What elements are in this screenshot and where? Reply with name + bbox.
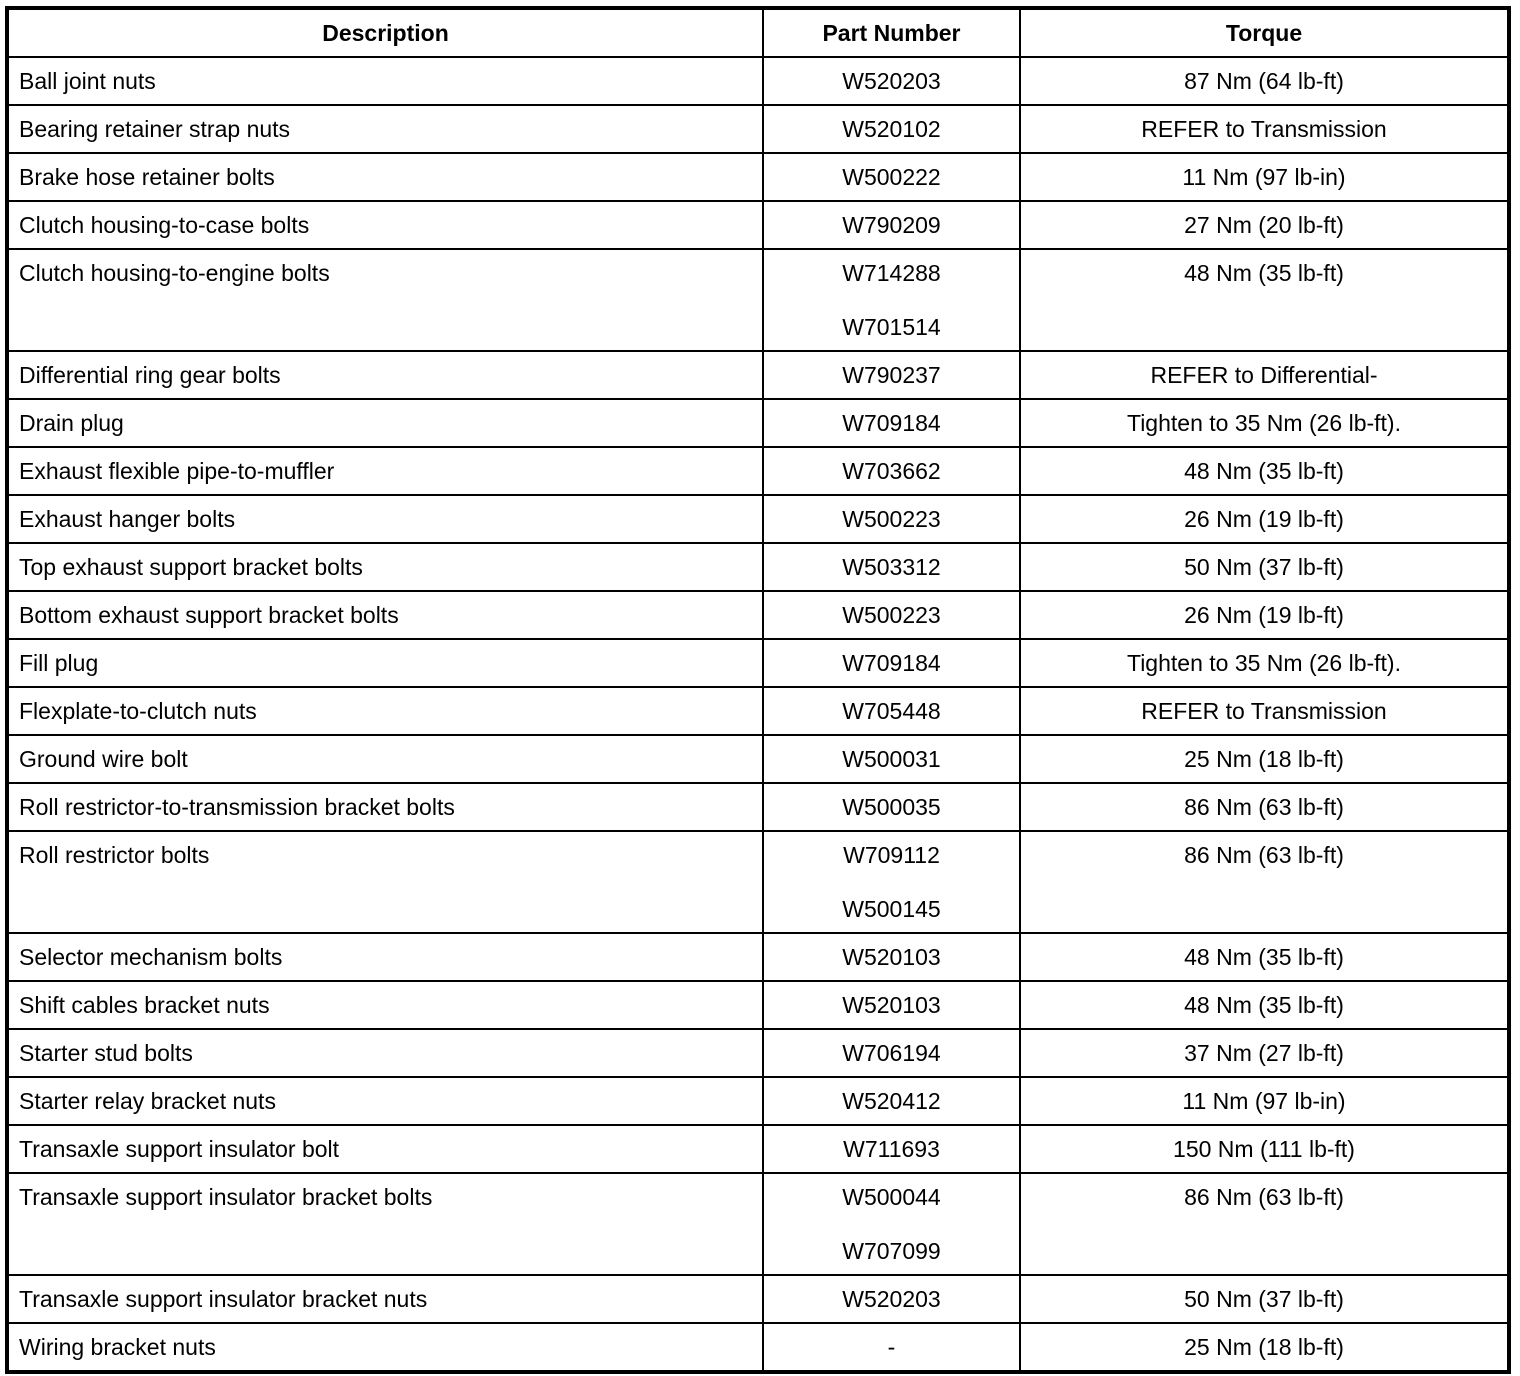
table-row [7, 495, 1509, 543]
table-row [7, 783, 1509, 831]
cell-description: Starter stud bolts [7, 1029, 763, 1077]
cell-description: Ground wire bolt [7, 735, 763, 783]
table-row [7, 591, 1509, 639]
cell-description: Clutch housing-to-case bolts [7, 201, 763, 249]
cell-part-number [763, 153, 1020, 201]
part-number-value: W500044 [842, 1184, 941, 1210]
table-row [7, 543, 1509, 591]
table-row [7, 57, 1509, 105]
cell-torque: 86 Nm (63 lb-ft) [1020, 831, 1509, 933]
part-number-value: W500031 [842, 746, 941, 772]
cell-part-number [763, 399, 1020, 447]
table-row [7, 1125, 1509, 1173]
table-row [7, 1323, 1509, 1372]
cell-description: Exhaust hanger bolts [7, 495, 763, 543]
cell-description: Bottom exhaust support bracket bolts [7, 591, 763, 639]
cell-description: Transaxle support insulator bracket nuts [7, 1275, 763, 1323]
cell-description: Ball joint nuts [7, 57, 763, 105]
torque-spec-table [5, 6, 1511, 1374]
cell-torque: 26 Nm (19 lb-ft) [1020, 591, 1509, 639]
part-number-value: W709184 [842, 410, 941, 436]
cell-part-number [763, 591, 1020, 639]
table-row [7, 399, 1509, 447]
cell-torque: 48 Nm (35 lb-ft) [1020, 447, 1509, 495]
table-row [7, 933, 1509, 981]
part-number-value: W714288 [842, 260, 941, 286]
cell-description: Transaxle support insulator bolt [7, 1125, 763, 1173]
cell-description: Transaxle support insulator bracket bolts [7, 1173, 763, 1275]
part-number-value: W705448 [842, 698, 941, 724]
cell-part-number [763, 447, 1020, 495]
table-row [7, 153, 1509, 201]
cell-part-number [763, 1077, 1020, 1125]
cell-description: Roll restrictor bolts [7, 831, 763, 933]
header-description: Description [7, 8, 763, 57]
cell-description: Drain plug [7, 399, 763, 447]
cell-part-number [763, 495, 1020, 543]
cell-description: Wiring bracket nuts [7, 1323, 763, 1372]
cell-torque: 11 Nm (97 lb-in) [1020, 153, 1509, 201]
cell-description: Clutch housing-to-engine bolts [7, 249, 763, 351]
cell-torque: 50 Nm (37 lb-ft) [1020, 543, 1509, 591]
cell-part-number [763, 831, 1020, 933]
table-row [7, 981, 1509, 1029]
cell-description: Exhaust flexible pipe-to-muffler [7, 447, 763, 495]
table-row [7, 1275, 1509, 1323]
cell-part-number [763, 543, 1020, 591]
part-number-value: W709112 [843, 842, 940, 868]
part-number-value: W500223 [842, 506, 941, 532]
table-body [7, 57, 1509, 1372]
cell-part-number [763, 1275, 1020, 1323]
table-row [7, 1077, 1509, 1125]
cell-part-number [763, 981, 1020, 1029]
table-row [7, 447, 1509, 495]
cell-torque: 11 Nm (97 lb-in) [1020, 1077, 1509, 1125]
table-row [7, 105, 1509, 153]
cell-description: Selector mechanism bolts [7, 933, 763, 981]
cell-part-number [763, 57, 1020, 105]
cell-description: Fill plug [7, 639, 763, 687]
part-number-value: W520412 [842, 1088, 941, 1114]
part-number-value: W500222 [842, 164, 941, 190]
cell-torque: 48 Nm (35 lb-ft) [1020, 933, 1509, 981]
table-header-row [7, 8, 1509, 57]
table-row [7, 1029, 1509, 1077]
table-row [7, 1173, 1509, 1275]
cell-description: Starter relay bracket nuts [7, 1077, 763, 1125]
cell-part-number [763, 201, 1020, 249]
cell-description: Differential ring gear bolts [7, 351, 763, 399]
cell-torque: 86 Nm (63 lb-ft) [1020, 783, 1509, 831]
part-number-value: W520102 [842, 116, 941, 142]
cell-description: Flexplate-to-clutch nuts [7, 687, 763, 735]
part-number-value: W500035 [842, 794, 941, 820]
cell-torque: REFER to Differential- [1020, 351, 1509, 399]
part-number-value: W706194 [842, 1040, 941, 1066]
part-number-value: W711693 [843, 1136, 940, 1162]
part-number-value: W503312 [842, 554, 941, 580]
cell-torque: 37 Nm (27 lb-ft) [1020, 1029, 1509, 1077]
cell-torque: REFER to Transmission [1020, 105, 1509, 153]
table-row [7, 201, 1509, 249]
part-number-value: - [887, 1334, 896, 1360]
cell-torque: 25 Nm (18 lb-ft) [1020, 1323, 1509, 1372]
part-number-value: W790209 [842, 212, 941, 238]
table-row [7, 249, 1509, 351]
part-number-value: W500145 [842, 896, 941, 922]
cell-torque: 27 Nm (20 lb-ft) [1020, 201, 1509, 249]
part-number-value: W790237 [842, 362, 941, 388]
cell-description: Bearing retainer strap nuts [7, 105, 763, 153]
cell-torque: 25 Nm (18 lb-ft) [1020, 735, 1509, 783]
cell-part-number [763, 1125, 1020, 1173]
cell-part-number [763, 105, 1020, 153]
cell-part-number [763, 1323, 1020, 1372]
cell-torque: 50 Nm (37 lb-ft) [1020, 1275, 1509, 1323]
part-number-value: W701514 [842, 314, 941, 340]
table-row [7, 639, 1509, 687]
cell-part-number [763, 1173, 1020, 1275]
cell-part-number [763, 933, 1020, 981]
cell-torque: Tighten to 35 Nm (26 lb-ft). [1020, 639, 1509, 687]
part-number-value: W520103 [842, 944, 941, 970]
cell-description: Roll restrictor-to-transmission bracket bolts [7, 783, 763, 831]
table-row [7, 687, 1509, 735]
cell-part-number [763, 351, 1020, 399]
cell-part-number [763, 783, 1020, 831]
cell-description: Top exhaust support bracket bolts [7, 543, 763, 591]
cell-torque: REFER to Transmission [1020, 687, 1509, 735]
part-number-value: W500223 [842, 602, 941, 628]
part-number-value: W707099 [842, 1238, 941, 1264]
cell-part-number [763, 735, 1020, 783]
table-row [7, 735, 1509, 783]
part-number-value: W709184 [842, 650, 941, 676]
cell-torque: 26 Nm (19 lb-ft) [1020, 495, 1509, 543]
cell-description: Shift cables bracket nuts [7, 981, 763, 1029]
cell-torque: 48 Nm (35 lb-ft) [1020, 249, 1509, 351]
table-row [7, 831, 1509, 933]
cell-part-number [763, 639, 1020, 687]
cell-part-number [763, 1029, 1020, 1077]
part-number-value: W520203 [842, 1286, 941, 1312]
header-part-number: Part Number [763, 8, 1020, 57]
header-torque: Torque [1020, 8, 1509, 57]
cell-part-number [763, 687, 1020, 735]
cell-torque: 87 Nm (64 lb-ft) [1020, 57, 1509, 105]
cell-torque: 48 Nm (35 lb-ft) [1020, 981, 1509, 1029]
cell-part-number [763, 249, 1020, 351]
cell-torque: 86 Nm (63 lb-ft) [1020, 1173, 1509, 1275]
table-row [7, 351, 1509, 399]
cell-torque: 150 Nm (111 lb-ft) [1020, 1125, 1509, 1173]
part-number-value: W520103 [842, 992, 941, 1018]
part-number-value: W520203 [842, 68, 941, 94]
part-number-value: W703662 [842, 458, 941, 484]
cell-torque: Tighten to 35 Nm (26 lb-ft). [1020, 399, 1509, 447]
cell-description: Brake hose retainer bolts [7, 153, 763, 201]
